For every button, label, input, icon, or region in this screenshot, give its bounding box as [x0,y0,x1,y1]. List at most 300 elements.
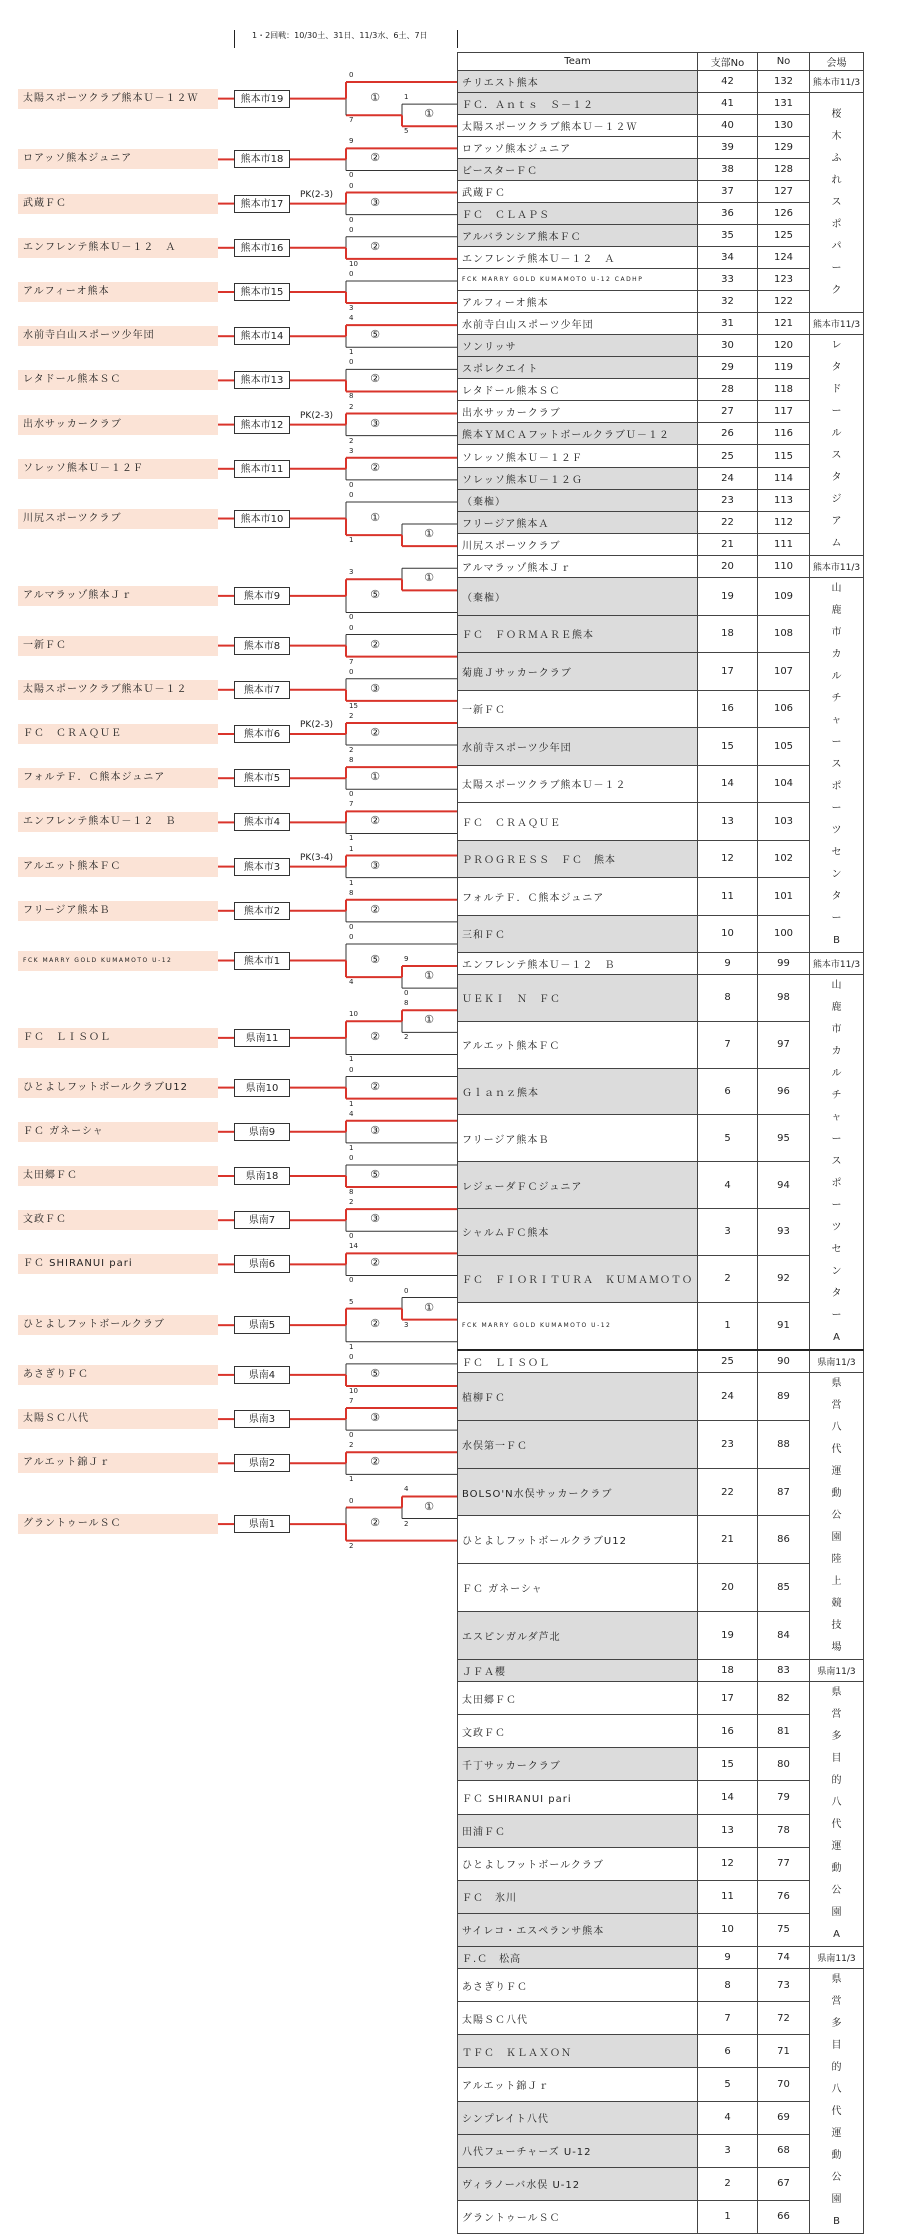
table-row [458,2002,864,2035]
table-row [458,840,864,878]
team-name-cell: フリージア熊本Ｂ [458,1115,698,1162]
team-name-cell: 武蔵ＦＣ [458,181,698,203]
match-score: 8 [349,1188,354,1197]
draw-no-cell: 120 [758,335,810,357]
table-row [458,1715,864,1748]
table-row [458,728,864,766]
team-name-cell: 一新ＦＣ [458,690,698,728]
draw-no-cell: 104 [758,765,810,803]
branch-no-cell: 21 [698,533,758,555]
branch-no-cell: 14 [698,765,758,803]
seed-box: 県南11 [234,1029,290,1047]
table-row [458,2167,864,2200]
branch-no-cell: 31 [698,313,758,335]
match-score: 8 [349,756,354,765]
draw-no-cell: 94 [758,1162,810,1209]
team-name-cell: 植柳ＦＣ [458,1373,698,1421]
match-score: 10 [349,259,358,268]
team-name-cell: ヴィラノーバ水俣 U-12 [458,2167,698,2200]
draw-no-cell: 116 [758,423,810,445]
sub-match-number: ① [424,1013,434,1027]
team-name-cell: 八代フューチャーズ U-12 [458,2134,698,2167]
table-row [458,1302,864,1350]
draw-no-cell: 89 [758,1373,810,1421]
advancing-team-label: あさぎりＦＣ [18,1365,218,1385]
venue-label: 県南11/3 [817,1667,856,1677]
branch-no-cell: 13 [698,1814,758,1847]
table-row [458,335,864,357]
branch-no-cell: 25 [698,445,758,467]
branch-no-cell: 7 [698,1021,758,1068]
col-venue-header: 会場 [810,53,864,71]
sub-score: 5 [404,127,409,136]
advancing-team-label: ＦＣ ＬＩＳＯＬ [18,1028,218,1048]
seed-box: 県南4 [234,1366,290,1384]
match-score: 7 [349,1397,354,1406]
table-row [458,1682,864,1715]
team-name-cell: 出水サッカークラブ [458,401,698,423]
venue-label: 熊本市11/3 [812,78,861,88]
team-name-cell: （棄権） [458,578,698,616]
table-row [458,1564,864,1612]
table-row [458,1847,864,1880]
match-number: ① [370,510,380,524]
table-row [458,1162,864,1209]
match-score: 14 [349,1242,358,1251]
draw-no-cell: 97 [758,1021,810,1068]
seed-box: 熊本市7 [234,681,290,699]
advancing-team-label: ＦＣ ガネーシャ [18,1122,218,1142]
branch-no-cell: 8 [698,1969,758,2002]
team-name-cell: ＦＣ 氷川 [458,1880,698,1913]
table-row [458,533,864,555]
sub-score: 0 [404,1286,409,1295]
draw-no-cell: 95 [758,1115,810,1162]
team-name-cell: アルマラッゾ熊本Ｊｒ [458,556,698,578]
sub-score: 8 [404,999,409,1008]
team-name-cell: ＦＣ ＦＩＯＲＩＴＵＲＡ ＫＵＭＡＭＯＴＯ [458,1255,698,1302]
match-score: 0 [349,790,354,799]
table-row [458,615,864,653]
table-row [458,1814,864,1847]
branch-no-cell: 23 [698,1420,758,1468]
sub-score: 0 [404,989,409,998]
seed-box: 熊本市9 [234,587,290,605]
advancing-team-label: ロアッソ熊本ジュニア [18,149,218,169]
seed-box: 県南3 [234,1410,290,1428]
table-row [458,181,864,203]
pk-score: PK(2-3) [300,410,334,421]
team-name-cell: チリエスト熊本 [458,71,698,93]
venue-label: レタドールスタジアム [831,340,842,549]
branch-no-cell: 41 [698,93,758,115]
advancing-team-label: 武蔵ＦＣ [18,194,218,214]
advancing-team-label: フリージア熊本Ｂ [18,901,218,921]
table-row [458,269,864,291]
team-name-cell: ソレッソ熊本Ｕ－１２Ｇ [458,467,698,489]
match-number: ③ [370,681,380,695]
table-row [458,379,864,401]
match-score: 0 [349,1232,354,1241]
team-name-cell: FCK MARRY GOLD KUMAMOTO U-12 CADHP [458,269,698,291]
branch-no-cell: 2 [698,1255,758,1302]
team-name-cell: スポレクエイト [458,357,698,379]
branch-no-cell: 20 [698,556,758,578]
branch-no-cell: 35 [698,225,758,247]
match-score: 0 [349,480,354,489]
team-name-cell: 文政ＦＣ [458,1715,698,1748]
team-name-cell: ＦＣ ＣＲＡＱＵＥ [458,803,698,841]
team-name-cell: 太陽スポーツクラブ熊本Ｕ－１２ [458,765,698,803]
team-name-cell: ＦＣ．Ａｎｔｓ Ｓ－１２ [458,93,698,115]
venue-label: 県南11/3 [817,1954,856,1964]
advancing-team-label: アルフィーオ熊本 [18,282,218,302]
branch-no-cell: 17 [698,1682,758,1715]
draw-no-cell: 105 [758,728,810,766]
venue-name-cell [810,1682,864,1947]
team-name-cell: エスピンガルダ芦北 [458,1612,698,1660]
seed-box: 県南10 [234,1079,290,1097]
sub-match-number: ① [424,527,434,541]
branch-no-cell: 42 [698,71,758,93]
branch-no-cell: 8 [698,975,758,1022]
draw-no-cell: 101 [758,878,810,916]
sub-score: 1 [404,93,409,102]
match-number: ② [370,151,380,165]
match-score: 3 [349,568,354,577]
branch-no-cell: 24 [698,1373,758,1421]
draw-no-cell: 83 [758,1660,810,1682]
seed-box: 熊本市3 [234,858,290,876]
branch-no-cell: 30 [698,335,758,357]
venue-date-cell [810,313,864,335]
table-row [458,357,864,379]
match-score: 0 [349,922,354,931]
branch-no-cell: 16 [698,690,758,728]
table-row [458,1350,864,1373]
table-row [458,1516,864,1564]
table-row [458,159,864,181]
branch-no-cell: 14 [698,1781,758,1814]
team-name-cell: サイレコ・エスペランサ熊本 [458,1913,698,1946]
branch-no-cell: 23 [698,489,758,511]
match-score: 0 [349,667,354,676]
table-row [458,1781,864,1814]
team-name-cell: フォルテＦ．Ｃ熊本ジュニア [458,878,698,916]
match-number: ② [370,460,380,474]
table-row [458,225,864,247]
advancing-team-label: 太陽スポーツクラブ熊本Ｕ－１２Ｗ [18,89,218,109]
match-score: 2 [349,711,354,720]
schedule-header: 1・2回戦：10/30土、31日、11/3水、6土、7日 [252,31,428,40]
draw-no-cell: 111 [758,533,810,555]
match-score: 2 [349,1198,354,1207]
draw-no-cell: 91 [758,1302,810,1350]
match-score: 7 [349,800,354,809]
team-name-cell: エンフレンテ熊本Ｕ－１２ Ｂ [458,953,698,975]
draw-no-cell: 112 [758,511,810,533]
match-score: 4 [349,1109,354,1118]
sub-score: 2 [404,1519,409,1528]
branch-no-cell: 9 [698,1947,758,1969]
table-row [458,511,864,533]
table-row [458,1612,864,1660]
table-row [458,2068,864,2101]
table-row [458,690,864,728]
draw-no-cell: 123 [758,269,810,291]
sub-score: 3 [404,1320,409,1329]
draw-no-cell: 125 [758,225,810,247]
advancing-team-label: アルエット錦Ｊｒ [18,1453,218,1473]
branch-no-cell: 19 [698,578,758,616]
branch-no-cell: 26 [698,423,758,445]
team-name-cell: アルエット熊本ＦＣ [458,1021,698,1068]
branch-no-cell: 10 [698,1913,758,1946]
draw-no-cell: 127 [758,181,810,203]
branch-no-cell: 15 [698,1748,758,1781]
table-row [458,1468,864,1516]
branch-no-cell: 33 [698,269,758,291]
match-score: 4 [349,978,354,987]
draw-no-cell: 98 [758,975,810,1022]
draw-no-cell: 79 [758,1781,810,1814]
match-score: 2 [349,1541,354,1550]
advancing-team-label: エンフレンテ熊本Ｕ－１２ Ａ [18,238,218,258]
branch-no-cell: 11 [698,878,758,916]
team-name-cell: アルバランシア熊本ＦＣ [458,225,698,247]
table-row [458,1115,864,1162]
draw-no-cell: 128 [758,159,810,181]
team-name-cell: ソンリッサ [458,335,698,357]
team-name-cell: ひとよしフットボールクラブ [458,1847,698,1880]
draw-no-cell: 77 [758,1847,810,1880]
draw-no-cell: 107 [758,653,810,691]
branch-no-cell: 2 [698,2167,758,2200]
seed-box: 熊本市10 [234,510,290,528]
advancing-team-label: ソレッソ熊本Ｕ－１２Ｆ [18,459,218,479]
draw-no-cell: 75 [758,1913,810,1946]
match-number: ② [370,1455,380,1469]
draw-no-cell: 118 [758,379,810,401]
branch-no-cell: 27 [698,401,758,423]
draw-no-cell: 81 [758,1715,810,1748]
match-score: 1 [349,834,354,843]
match-number: ⑤ [370,1168,380,1181]
match-number: ③ [370,1123,380,1137]
col-branch-header: 支部No [698,53,758,71]
match-score: 0 [349,181,354,190]
draw-no-cell: 88 [758,1420,810,1468]
advancing-team-label: ＦＣ SHIRANUI pari [18,1254,218,1274]
branch-no-cell: 1 [698,1302,758,1350]
branch-no-cell: 22 [698,511,758,533]
match-score: 4 [349,314,354,323]
team-name-cell: ＴＦＣ ＫＬＡＸＯＮ [458,2035,698,2068]
advancing-team-label: 一新ＦＣ [18,636,218,656]
venue-name-cell [810,578,864,953]
draw-no-cell: 73 [758,1969,810,2002]
table-row [458,467,864,489]
branch-no-cell: 21 [698,1516,758,1564]
venue-label: 県営八代運動公園陸上競技場 [831,1378,842,1653]
team-name-cell: 川尻スポーツクラブ [458,533,698,555]
seed-box: 熊本市6 [234,725,290,743]
draw-no-cell: 130 [758,115,810,137]
team-name-cell: Ｇｌａｎｚ熊本 [458,1068,698,1115]
pk-score: PK(2-3) [300,189,334,200]
advancing-team-label: ひとよしフットボールクラブ [18,1315,218,1335]
advancing-team-label: エンフレンテ熊本Ｕ－１２ Ｂ [18,812,218,832]
match-score: 0 [349,490,354,499]
team-name-cell: フリージア熊本Ａ [458,511,698,533]
sub-match-number: ① [424,969,434,983]
draw-no-cell: 72 [758,2002,810,2035]
venue-label: 桜木ふれスポパーク [831,108,842,296]
draw-no-cell: 90 [758,1350,810,1373]
team-name-cell: 太陽スポーツクラブ熊本Ｕ－１２Ｗ [458,115,698,137]
table-row [458,1660,864,1682]
table-row [458,291,864,313]
team-name-cell: 水前寺スポーツ少年団 [458,728,698,766]
branch-no-cell: 1 [698,2200,758,2233]
branch-no-cell: 7 [698,2002,758,2035]
match-number: ① [370,770,380,784]
branch-no-cell: 3 [698,1208,758,1255]
draw-no-cell: 119 [758,357,810,379]
match-score: 3 [349,304,354,313]
team-name-cell: ＦＣ ガネーシャ [458,1564,698,1612]
seed-box: 熊本市14 [234,327,290,345]
team-name-cell: ＦＣ SHIRANUI pari [458,1781,698,1814]
team-name-cell: ＪＦＡ櫻 [458,1660,698,1682]
match-score: 1 [349,536,354,545]
team-name-cell: BOLSO'N水俣サッカークラブ [458,1468,698,1516]
seed-box: 熊本市18 [234,150,290,168]
table-row [458,578,864,616]
venue-date-cell [810,1660,864,1682]
table-row [458,975,864,1022]
sub-match-number: ① [424,1300,434,1314]
team-name-cell: あさぎりＦＣ [458,1969,698,2002]
match-score: 0 [349,215,354,224]
table-row [458,803,864,841]
advancing-team-label: アルマラッゾ熊本Ｊｒ [18,586,218,606]
draw-no-cell: 132 [758,71,810,93]
venue-label: 熊本市11/3 [812,320,861,330]
team-name-cell: ソレッソ熊本Ｕ－１２Ｆ [458,445,698,467]
venue-date-cell [810,556,864,578]
branch-no-cell: 36 [698,203,758,225]
team-name-cell: ＵＥＫＩ Ｎ ＦＣ [458,975,698,1022]
draw-no-cell: 84 [758,1612,810,1660]
team-name-cell: ＦＣ ＦＯＲＭＡＲＥ熊本 [458,615,698,653]
table-row [458,71,864,93]
seed-box: 県南9 [234,1123,290,1141]
team-name-cell: アルフィーオ熊本 [458,291,698,313]
table-row [458,953,864,975]
table-row [458,115,864,137]
branch-no-cell: 19 [698,1612,758,1660]
match-score: 3 [349,446,354,455]
table-row [458,1068,864,1115]
match-number: ② [370,1317,380,1331]
match-score: 9 [349,137,354,146]
team-name-cell: シンプレイト八代 [458,2101,698,2134]
match-score: 1 [349,1342,354,1351]
seed-box: 熊本市1 [234,952,290,970]
pk-score: PK(3-4) [300,852,334,863]
branch-no-cell: 10 [698,915,758,953]
branch-no-cell: 6 [698,1068,758,1115]
draw-no-cell: 126 [758,203,810,225]
table-row [458,653,864,691]
match-number: ② [370,726,380,739]
sub-score: 4 [404,1485,409,1494]
draw-no-cell: 69 [758,2101,810,2134]
table-row [458,2035,864,2068]
table-row [458,489,864,511]
match-score: 0 [349,613,354,622]
advancing-team-label: 水前寺白山スポーツ少年団 [18,326,218,346]
match-number: ③ [370,1411,380,1425]
table-row [458,313,864,335]
match-score: 5 [349,1297,354,1306]
draw-no-cell: 93 [758,1208,810,1255]
draw-no-cell: 87 [758,1468,810,1516]
branch-no-cell: 11 [698,1880,758,1913]
match-number: ③ [370,195,380,209]
venue-date-cell [810,1350,864,1373]
draw-no-cell: 99 [758,953,810,975]
branch-no-cell: 4 [698,2101,758,2134]
table-row [458,1208,864,1255]
pk-score: PK(2-3) [300,720,334,730]
team-name-cell: グラントゥールＳＣ [458,2200,698,2233]
team-name-cell: 水俣第一ＦＣ [458,1420,698,1468]
draw-no-cell: 117 [758,401,810,423]
match-score: 0 [349,623,354,632]
advancing-team-label: フォルテＦ．Ｃ熊本ジュニア [18,768,218,788]
branch-no-cell: 16 [698,1715,758,1748]
team-name-cell: 千丁サッカークラブ [458,1748,698,1781]
table-row [458,1748,864,1781]
seed-box: 熊本市2 [234,902,290,920]
venue-name-cell [810,1373,864,1660]
branch-no-cell: 24 [698,467,758,489]
team-name-cell: 太陽ＳＣ八代 [458,2002,698,2035]
match-number: ② [370,1029,380,1043]
advancing-team-label: 川尻スポーツクラブ [18,509,218,529]
branch-no-cell: 12 [698,840,758,878]
table-row [458,2200,864,2233]
match-score: 1 [349,1475,354,1484]
match-score: 1 [349,878,354,887]
advancing-team-label: ひとよしフットボールクラブU12 [18,1078,218,1098]
match-number: ⑤ [370,952,380,966]
seed-box: 県南7 [234,1211,290,1229]
advancing-team-label: FCK MARRY GOLD KUMAMOTO U-12 [18,951,218,971]
match-number: ② [370,1079,380,1093]
draw-no-cell: 82 [758,1682,810,1715]
draw-no-cell: 100 [758,915,810,953]
venue-label: 熊本市11/3 [812,960,861,970]
match-score: 0 [349,269,354,278]
team-name-cell: ロアッソ熊本ジュニア [458,137,698,159]
table-row [458,137,864,159]
draw-no-cell: 124 [758,247,810,269]
match-number: ① [370,90,380,104]
seed-box: 熊本市4 [234,813,290,831]
